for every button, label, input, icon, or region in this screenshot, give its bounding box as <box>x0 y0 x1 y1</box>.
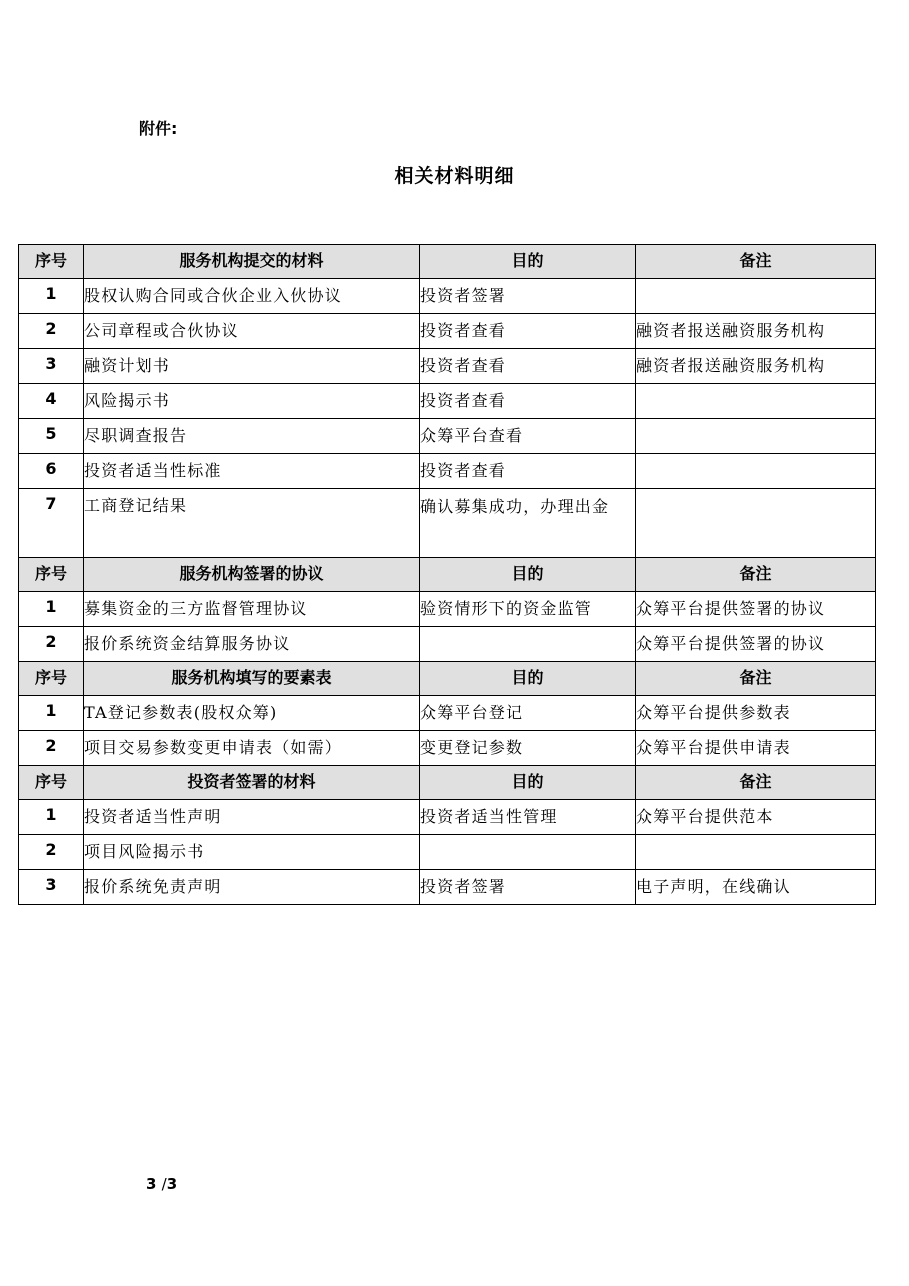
row-material: 尽职调查报告 <box>84 419 420 454</box>
header-purpose: 目的 <box>420 558 636 592</box>
row-num: 4 <box>19 384 84 419</box>
row-purpose: 投资者查看 <box>420 384 636 419</box>
header-material: 服务机构填写的要素表 <box>84 662 420 696</box>
page-number <box>146 1174 177 1194</box>
header-remark: 备注 <box>636 662 876 696</box>
row-num: 2 <box>19 835 84 870</box>
row-purpose: 投资者签署 <box>420 870 636 905</box>
table-row <box>19 279 876 314</box>
row-remark: 电子声明，在线确认 <box>636 870 876 905</box>
row-remark <box>636 419 876 454</box>
row-material: TA登记参数表(股权众筹) <box>84 696 420 731</box>
header-remark: 备注 <box>636 766 876 800</box>
table-row <box>19 731 876 766</box>
row-num: 2 <box>19 627 84 662</box>
header-purpose: 目的 <box>420 662 636 696</box>
row-purpose: 投资者查看 <box>420 314 636 349</box>
row-num: 1 <box>19 696 84 731</box>
row-num: 7 <box>19 489 84 558</box>
header-material: 服务机构签署的协议 <box>84 558 420 592</box>
row-num: 6 <box>19 454 84 489</box>
row-purpose: 投资者签署 <box>420 279 636 314</box>
row-num: 2 <box>19 314 84 349</box>
row-material: 项目交易参数变更申请表（如需） <box>84 731 420 766</box>
header-remark: 备注 <box>636 558 876 592</box>
table-row <box>19 314 876 349</box>
section-header-investor-materials <box>19 766 876 800</box>
row-remark: 众筹平台提供申请表 <box>636 731 876 766</box>
row-material: 融资计划书 <box>84 349 420 384</box>
row-num: 1 <box>19 592 84 627</box>
row-remark: 融资者报送融资服务机构 <box>636 349 876 384</box>
header-num: 序号 <box>19 662 84 696</box>
page-title: 相关材料明细 <box>394 165 515 187</box>
row-material: 投资者适当性标准 <box>84 454 420 489</box>
row-material: 工商登记结果 <box>84 489 420 558</box>
page-separator: / <box>161 1175 167 1193</box>
row-num: 2 <box>19 731 84 766</box>
row-remark: 众筹平台提供参数表 <box>636 696 876 731</box>
row-material: 公司章程或合伙协议 <box>84 314 420 349</box>
table-row <box>19 384 876 419</box>
table-row <box>19 870 876 905</box>
row-remark: 众筹平台提供签署的协议 <box>636 592 876 627</box>
header-num: 序号 <box>19 766 84 800</box>
row-material: 报价系统免责声明 <box>84 870 420 905</box>
row-remark <box>636 454 876 489</box>
row-remark: 融资者报送融资服务机构 <box>636 314 876 349</box>
materials-table <box>18 244 876 905</box>
row-num: 1 <box>19 800 84 835</box>
row-purpose: 众筹平台查看 <box>420 419 636 454</box>
page-total: 3 <box>166 1175 178 1193</box>
row-material: 项目风险揭示书 <box>84 835 420 870</box>
table-row <box>19 419 876 454</box>
table-row <box>19 800 876 835</box>
table-row <box>19 454 876 489</box>
header-remark: 备注 <box>636 245 876 279</box>
row-remark <box>636 279 876 314</box>
row-purpose: 投资者适当性管理 <box>420 800 636 835</box>
row-material: 风险揭示书 <box>84 384 420 419</box>
row-purpose: 众筹平台登记 <box>420 696 636 731</box>
row-purpose: 变更登记参数 <box>420 731 636 766</box>
section-header-signed-agreements <box>19 558 876 592</box>
row-purpose: 验资情形下的资金监管 <box>420 592 636 627</box>
attachment-label: 附件: <box>139 119 178 138</box>
header-num: 序号 <box>19 558 84 592</box>
header-material: 投资者签署的材料 <box>84 766 420 800</box>
row-num: 1 <box>19 279 84 314</box>
table-row <box>19 489 876 558</box>
row-purpose: 确认募集成功，办理出金 <box>420 489 636 558</box>
header-material: 服务机构提交的材料 <box>84 245 420 279</box>
row-remark <box>636 835 876 870</box>
row-num: 3 <box>19 870 84 905</box>
row-material: 报价系统资金结算服务协议 <box>84 627 420 662</box>
section-header-element-forms <box>19 662 876 696</box>
row-purpose: 投资者查看 <box>420 454 636 489</box>
page-current: 3 <box>146 1175 157 1193</box>
table-row <box>19 349 876 384</box>
header-purpose: 目的 <box>420 766 636 800</box>
row-material: 募集资金的三方监督管理协议 <box>84 592 420 627</box>
table-row <box>19 696 876 731</box>
row-purpose <box>420 627 636 662</box>
row-remark <box>636 384 876 419</box>
table-row <box>19 627 876 662</box>
table-row <box>19 835 876 870</box>
row-purpose: 投资者查看 <box>420 349 636 384</box>
section-header-submitted-materials <box>19 245 876 279</box>
header-purpose: 目的 <box>420 245 636 279</box>
row-remark: 众筹平台提供签署的协议 <box>636 627 876 662</box>
table-row <box>19 592 876 627</box>
row-remark <box>636 489 876 558</box>
row-num: 3 <box>19 349 84 384</box>
row-num: 5 <box>19 419 84 454</box>
row-remark: 众筹平台提供范本 <box>636 800 876 835</box>
row-material: 股权认购合同或合伙企业入伙协议 <box>84 279 420 314</box>
row-material: 投资者适当性声明 <box>84 800 420 835</box>
header-num: 序号 <box>19 245 84 279</box>
row-purpose <box>420 835 636 870</box>
